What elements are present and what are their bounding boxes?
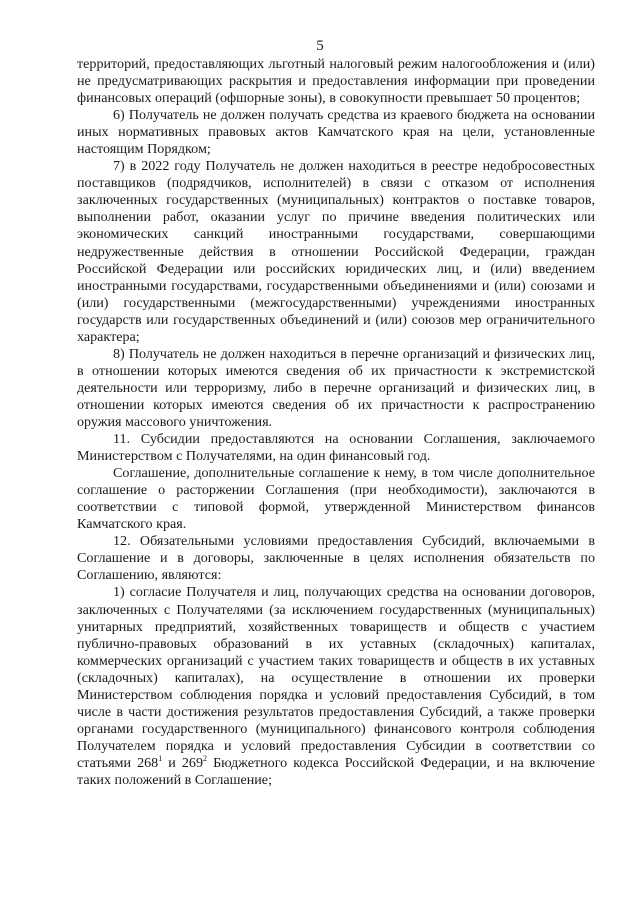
paragraph-text: и 269: [162, 754, 204, 771]
paragraph: 7) в 2022 году Получатель не должен находиться в реестре недобросовестных поставщиков (подрядчиков, исполнителей) в связи с отказом от исполнения заключенных государственных (муниципальных) контрактов о поставке товаров, выполнении работ, оказании услуг по причине введения политических или экономических санкций иностранными государствами, совершающими недружественные действия в отношении Российской Федерации, граждан Российской Федерации или российских юридических лиц, и (или) введением иностранными государствами, государственными объединениями и (или) союзами и (или) государственными (межгосударственными) учреждениями иностранных государств или государственных объединений и (или) союзов мер ограничительного характера;: [77, 158, 595, 345]
document-body: [77, 56, 595, 789]
superscript: 2: [203, 753, 208, 763]
paragraph-text: 1) согласие Получателя и лиц, получающих средства на основании договоров, заключенных с Получателями (за исключением государственных (муниципальных) унитарных предприятий, хозяйственных товариществ и обществ с участием публично-правовых образований в их уставных (складочных) капиталах, коммерческих организаций с участием таких товариществ и обществ в их уставных (складочных) капиталах), на осуществление в отношении их проверки Министерством соблюдения порядка и условий предоставления Субсидий, в том числе в части достижения результатов предоставления Субсидий, а также проверки органами государственного (муниципального) финансового контроля соблюдения Получателем порядка и условий предоставления Субсидии в соответствии со статьями 268: [77, 584, 595, 771]
paragraph: 11. Субсидии предоставляются на основании Соглашения, заключаемого Министерством с Получателями, на один финансовый год.: [77, 431, 595, 465]
paragraph: 8) Получатель не должен находиться в перечне организаций и физических лиц, в отношении которых имеются сведения об их причастности к экстремистской деятельности или терроризму, либо в перечне организаций и физических лиц, в отношении которых имеются сведения об их причастности к распространению оружия массового уничтожения.: [77, 345, 595, 430]
paragraph: 12. Обязательными условиями предоставления Субсидий, включаемыми в Соглашение и в договоры, заключенные в целях исполнения обязательств по Соглашению, являются:: [77, 533, 595, 584]
superscript: 1: [158, 753, 163, 763]
paragraph: Соглашение, дополнительные соглашение к нему, в том числе дополнительное соглашение о расторжении Соглашения (при необходимости), заключаются в соответствии с типовой формой, утвержденной Министерством финансов Камчатского края.: [77, 465, 595, 533]
page-number: 5: [316, 38, 324, 54]
paragraph: территорий, предоставляющих льготный налоговый режим налогообложения и (или) не предусматривающих раскрытия и предоставления информации при проведении финансовых операций (офшорные зоны), в совокупности превышает 50 процентов;: [77, 56, 595, 107]
paragraph: 6) Получатель не должен получать средства из краевого бюджета на основании иных нормативных правовых актов Камчатского края на цели, установленные настоящим Порядком;: [77, 107, 595, 158]
paragraph-text: Бюджетного кодекса Российской Федерации, и на включение таких положений в Соглашение;: [77, 754, 596, 788]
paragraph-conditions-consent: [77, 584, 595, 789]
